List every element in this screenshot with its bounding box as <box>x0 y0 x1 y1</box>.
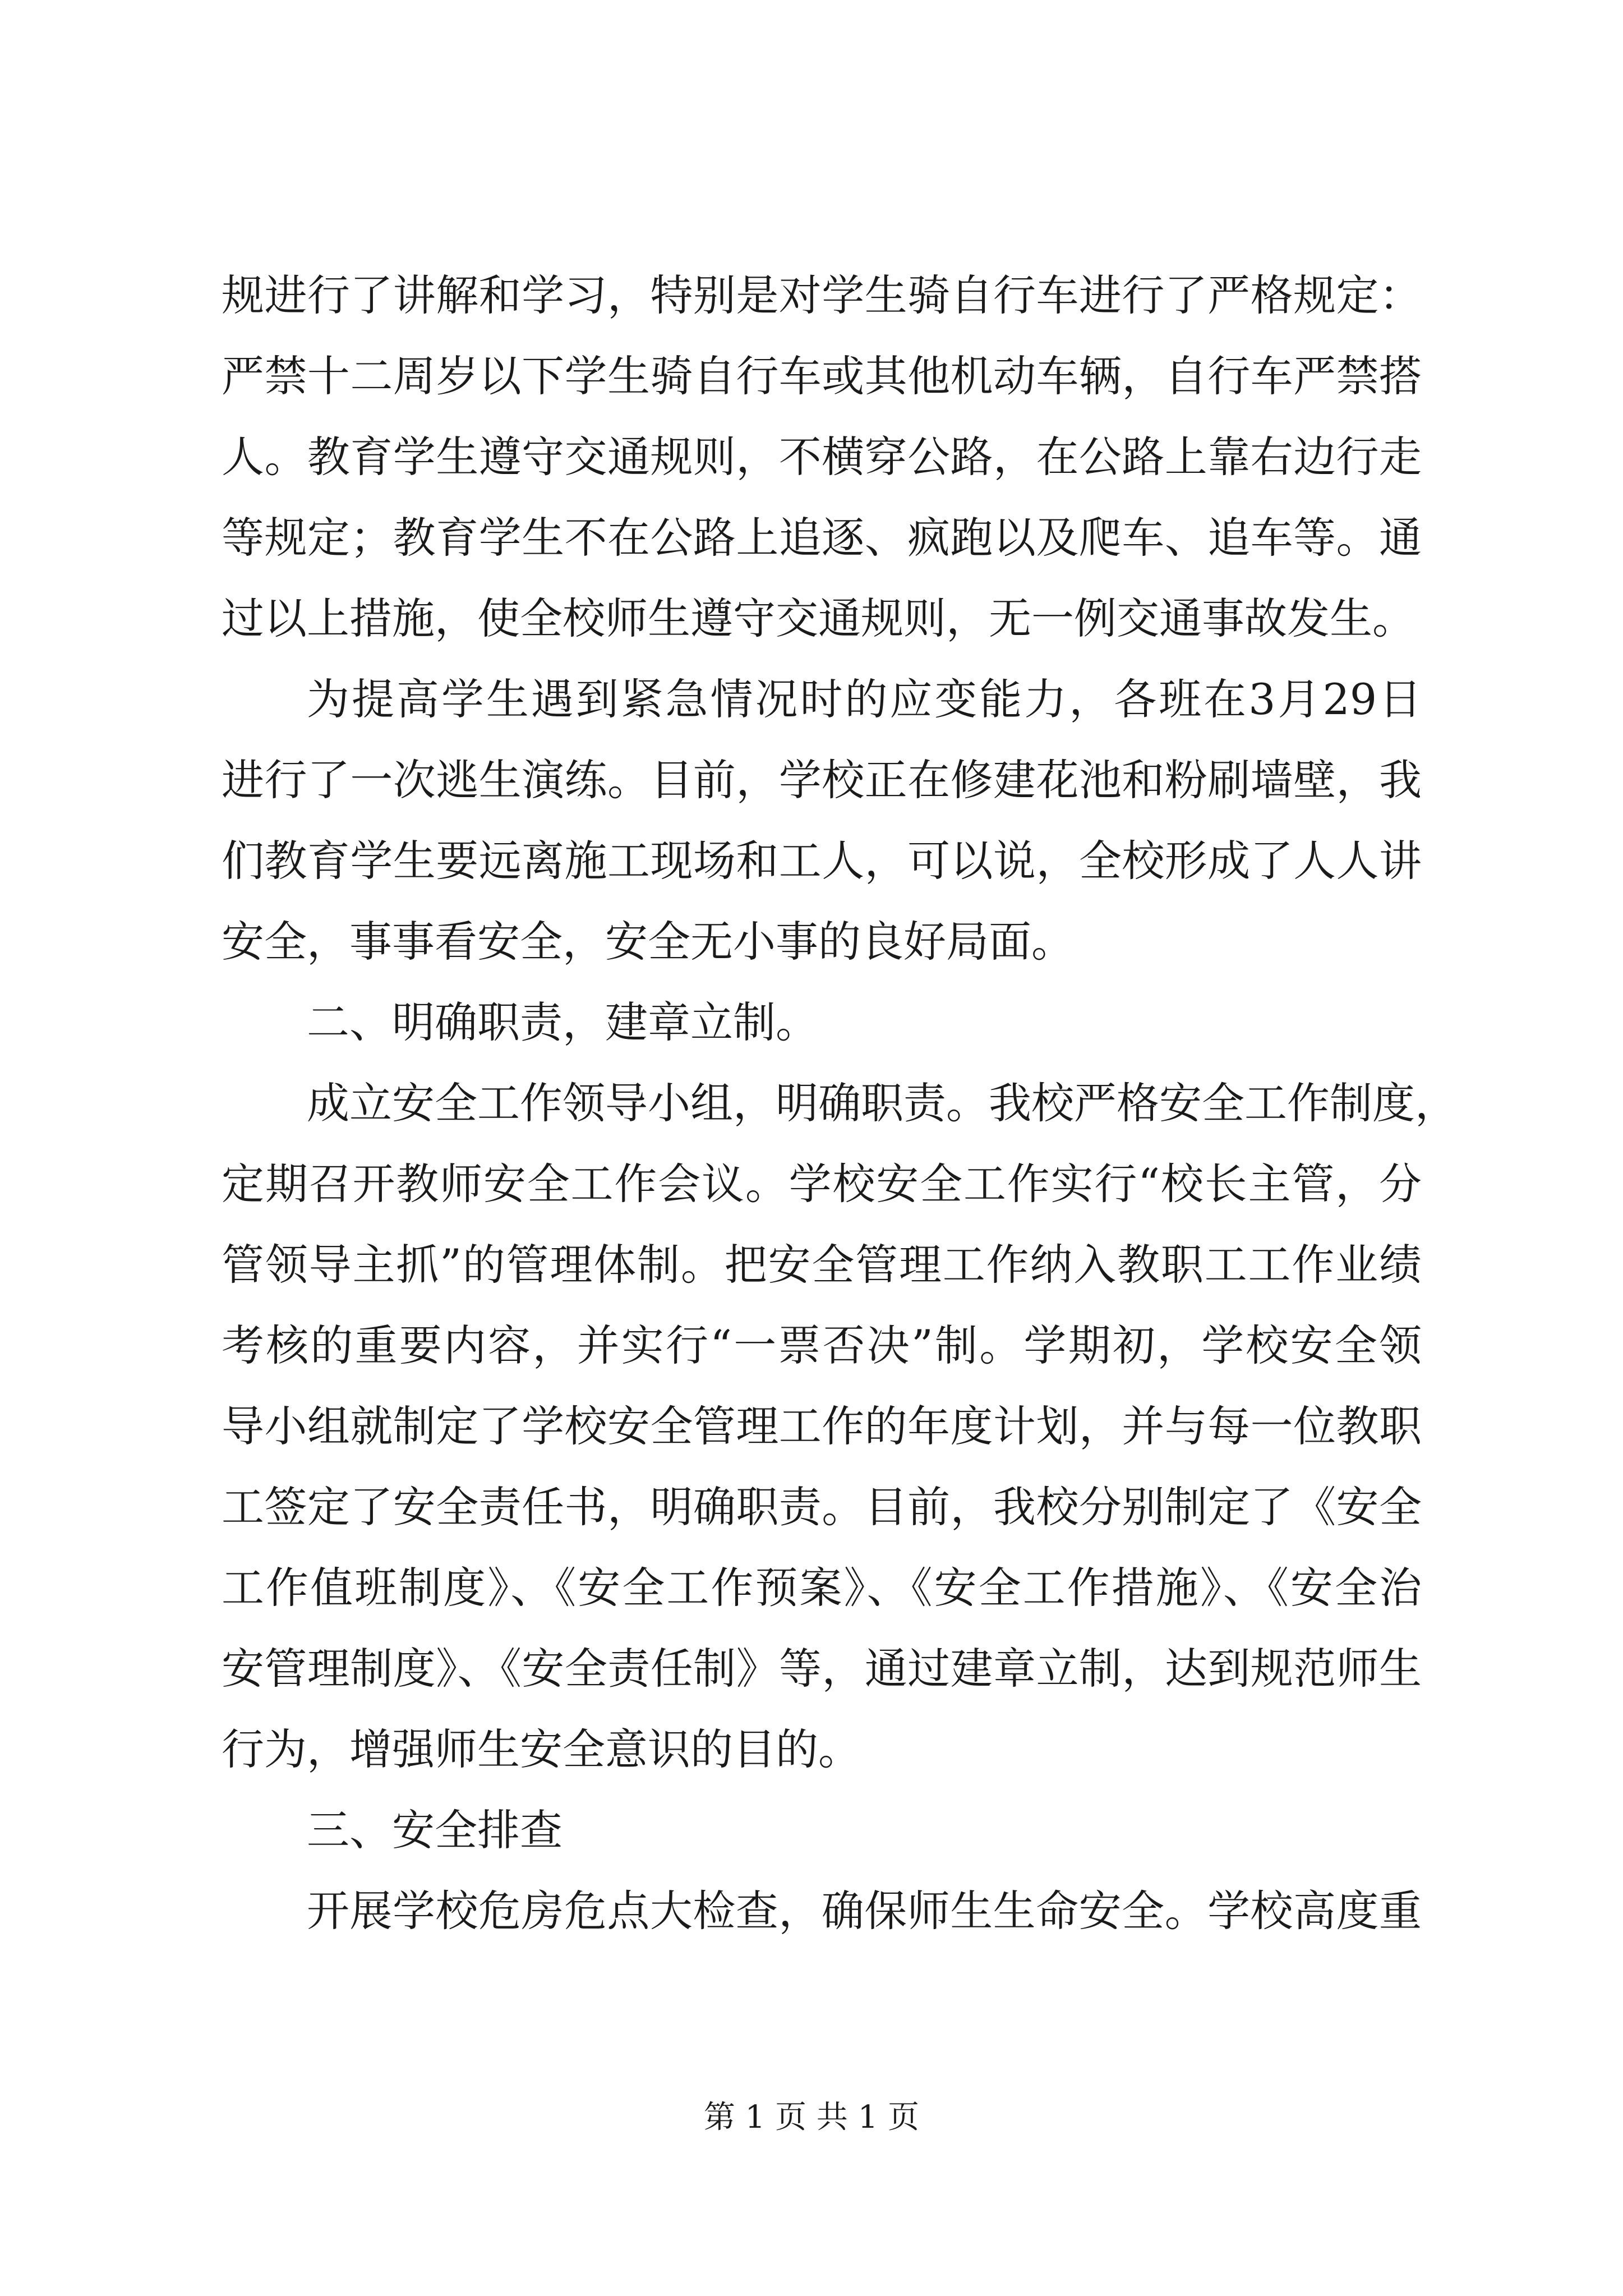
page-footer: 第 1 页 共 1 页 <box>703 2099 920 2136</box>
text-line: 成立安全工作领导小组，明确职责。我校严格安全工作制度， <box>307 1078 1458 1128</box>
text-line: 行为，增强师生安全意识的目的。 <box>222 1724 861 1774</box>
text-line: 严禁十二周岁以下学生骑自行车或其他机动车辆，自行车严禁搭 <box>222 351 1422 401</box>
document-body <box>222 255 1458 1952</box>
text-line: 安管理制度》、《安全责任制》等，通过建章立制，达到规范师生 <box>222 1644 1422 1694</box>
text-line: 为提高学生遇到紧急情况时的应变能力，各班在3月29日 <box>307 674 1422 724</box>
text-line: 管领导主抓”的管理体制。把安全管理工作纳入教职工工作业绩 <box>222 1240 1422 1290</box>
text-line: 工作值班制度》、《安全工作预案》、《安全工作措施》、《安全治 <box>222 1563 1422 1613</box>
text-line: 进行了一次逃生演练。目前，学校正在修建花池和粉刷墙壁，我 <box>222 755 1422 805</box>
text-line: 二、明确职责，建章立制。 <box>307 997 818 1047</box>
text-line: 等规定；教育学生不在公路上追逐、疯跑以及爬车、追车等。通 <box>222 513 1422 563</box>
text-line: 人。教育学生遵守交通规则，不横穿公路，在公路上靠右边行走 <box>222 432 1422 482</box>
text-line: 们教育学生要远离施工现场和工人，可以说，全校形成了人人讲 <box>222 836 1422 886</box>
text-line: 导小组就制定了学校安全管理工作的年度计划，并与每一位教职 <box>222 1401 1422 1451</box>
text-line: 工签定了安全责任书，明确职责。目前，我校分别制定了《安全 <box>222 1482 1422 1532</box>
text-line: 安全，事事看安全，安全无小事的良好局面。 <box>222 917 1074 967</box>
text-line: 规进行了讲解和学习，特别是对学生骑自行车进行了严格规定： <box>222 270 1422 320</box>
text-line: 三、安全排查 <box>307 1805 562 1855</box>
text-line: 定期召开教师安全工作会议。学校安全工作实行“校长主管，分 <box>222 1159 1422 1209</box>
text-line: 考核的重要内容，并实行“一票否决”制。学期初，学校安全领 <box>222 1320 1422 1370</box>
text-line: 过以上措施，使全校师生遵守交通规则，无一例交通事故发生。 <box>222 593 1415 643</box>
text-line: 开展学校危房危点大检查，确保师生生命安全。学校高度重 <box>307 1886 1422 1936</box>
